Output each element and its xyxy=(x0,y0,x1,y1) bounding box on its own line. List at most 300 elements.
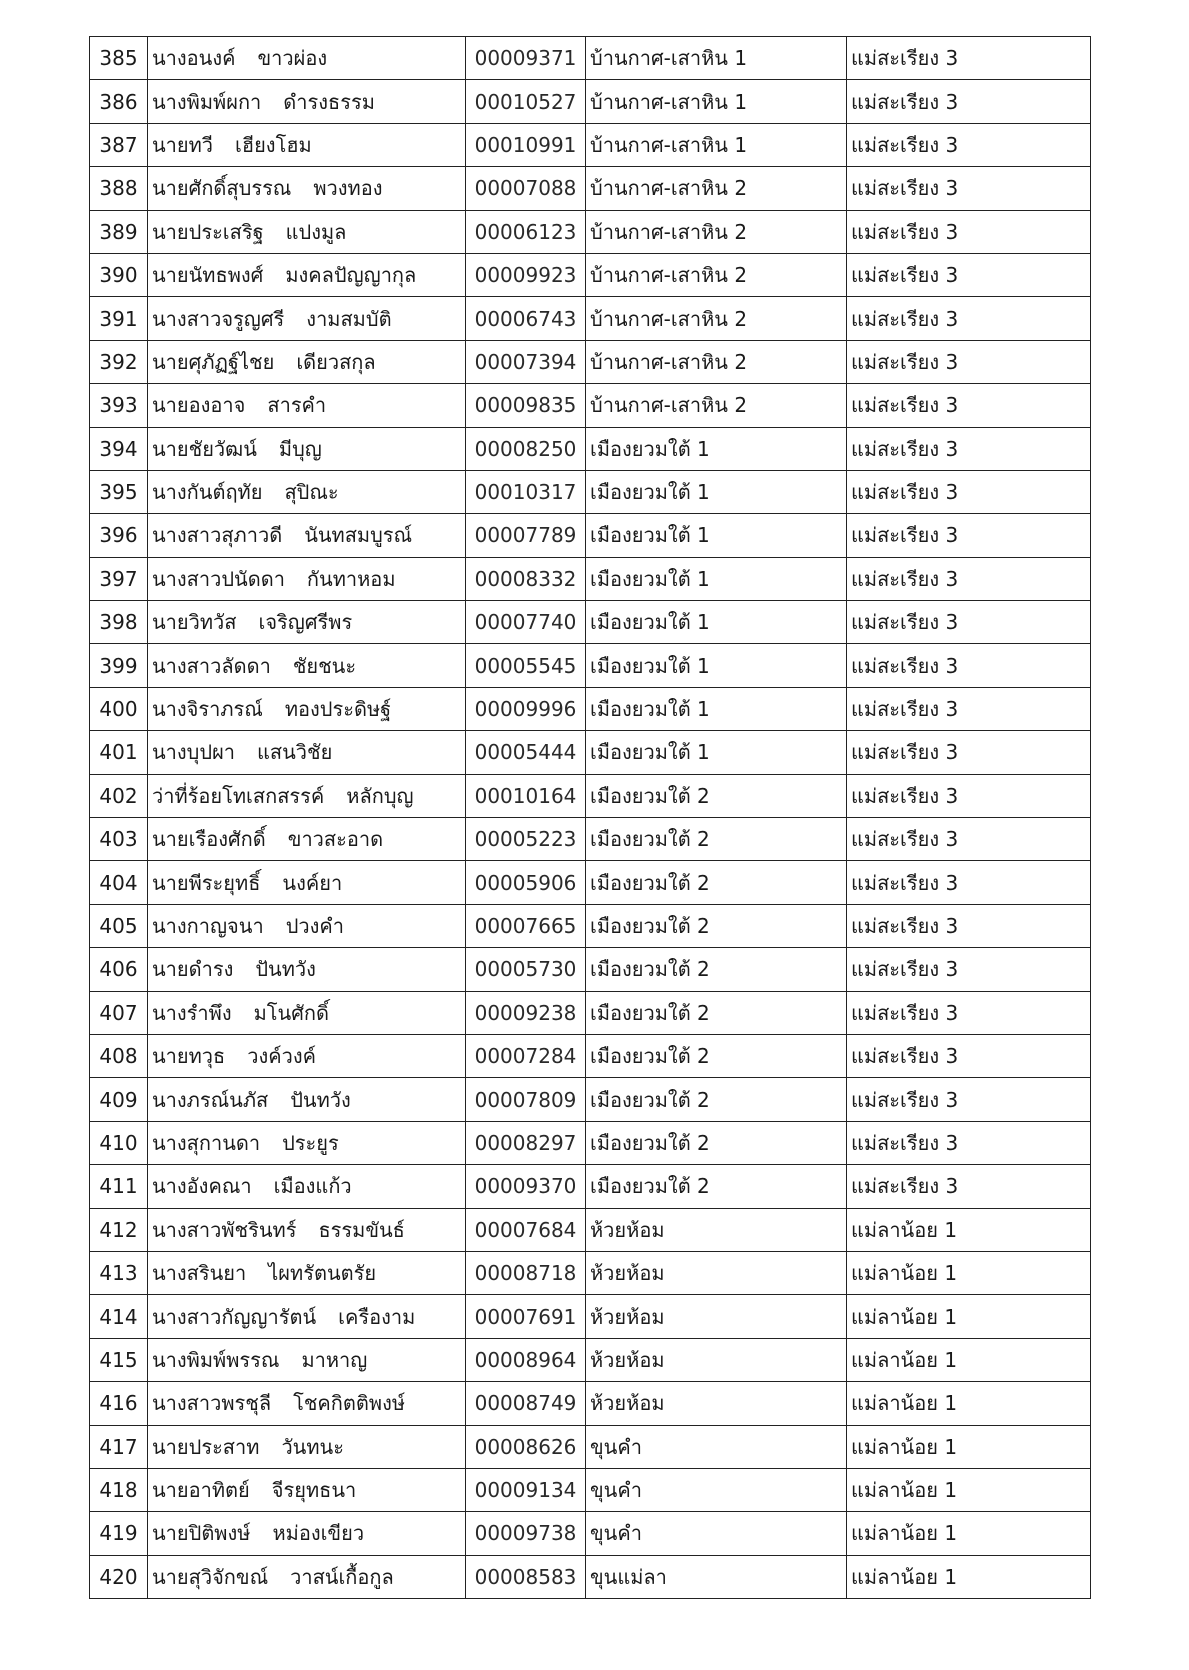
last-name: วาสน์เกื้อกูล xyxy=(290,1564,394,1589)
member-id: 00009134 xyxy=(466,1468,586,1511)
member-id: 00009835 xyxy=(466,384,586,427)
area-name: แม่สะเรียง 3 xyxy=(847,123,1091,166)
unit-name: ห้วยห้อม xyxy=(586,1338,847,1381)
first-name: กัญญารัตน์ xyxy=(221,1304,317,1329)
last-name: กันทาหอม xyxy=(306,566,396,591)
row-number: 418 xyxy=(90,1468,148,1511)
name-title: นาย xyxy=(152,263,189,288)
unit-name: บ้านกาศ-เสาหิน 2 xyxy=(586,384,847,427)
last-name: จีรยุทธนา xyxy=(271,1478,357,1503)
row-number: 386 xyxy=(90,80,148,123)
table-row xyxy=(90,37,1091,80)
table-row xyxy=(90,427,1091,470)
unit-name: ห้วยห้อม xyxy=(586,1208,847,1251)
row-number: 397 xyxy=(90,557,148,600)
unit-name: เมืองยวมใต้ 2 xyxy=(586,991,847,1034)
area-name: แม่สะเรียง 3 xyxy=(847,601,1091,644)
row-number: 401 xyxy=(90,731,148,774)
member-id: 00007789 xyxy=(466,514,586,557)
unit-name: เมืองยวมใต้ 2 xyxy=(586,1165,847,1208)
first-name: องอาจ xyxy=(188,393,246,418)
table-row xyxy=(90,1338,1091,1381)
last-name: ธรรมขันธ์ xyxy=(318,1217,405,1242)
table-row xyxy=(90,1468,1091,1511)
person-name xyxy=(148,80,466,123)
last-name: เมืองแก้ว xyxy=(273,1174,352,1199)
name-title: นางสาว xyxy=(152,523,222,548)
table-row xyxy=(90,774,1091,817)
row-number: 402 xyxy=(90,774,148,817)
area-name: แม่ลาน้อย 1 xyxy=(847,1338,1091,1381)
member-id: 00010317 xyxy=(466,470,586,513)
member-id: 00006123 xyxy=(466,210,586,253)
name-title: นางสาว xyxy=(152,1391,222,1416)
table-row xyxy=(90,384,1091,427)
name-title: ว่าที่ร้อยโท xyxy=(152,783,247,808)
area-name: แม่สะเรียง 3 xyxy=(847,557,1091,600)
name-title: นาง xyxy=(152,914,187,938)
person-name xyxy=(148,1555,466,1598)
area-name: แม่ลาน้อย 1 xyxy=(847,1251,1091,1294)
row-number: 390 xyxy=(90,253,148,296)
area-name: แม่สะเรียง 3 xyxy=(847,1078,1091,1121)
table-row xyxy=(90,1208,1091,1251)
name-title: นาง xyxy=(152,1261,187,1286)
unit-name: เมืองยวมใต้ 1 xyxy=(586,731,847,774)
member-id: 00007691 xyxy=(466,1295,586,1338)
member-id: 00009923 xyxy=(466,253,586,296)
first-name: วิทวัส xyxy=(188,610,237,635)
unit-name: บ้านกาศ-เสาหิน 2 xyxy=(586,210,847,253)
row-number: 394 xyxy=(90,427,148,470)
person-name xyxy=(148,1425,466,1468)
table-row xyxy=(90,687,1091,730)
member-id: 00009738 xyxy=(466,1512,586,1555)
unit-name: เมืองยวมใต้ 2 xyxy=(586,1078,847,1121)
member-id: 00006743 xyxy=(466,297,586,340)
last-name: แปงมูล xyxy=(285,219,347,244)
person-name xyxy=(148,1382,466,1425)
person-name xyxy=(148,427,466,470)
last-name: นันทสมบูรณ์ xyxy=(304,523,413,548)
row-number: 404 xyxy=(90,861,148,904)
area-name: แม่ลาน้อย 1 xyxy=(847,1382,1091,1425)
unit-name: ขุนคำ xyxy=(586,1468,847,1511)
first-name: จรูญศรี xyxy=(221,306,285,331)
member-id: 00005906 xyxy=(466,861,586,904)
last-name: ดำรงธรรม xyxy=(283,89,375,114)
last-name: ชัยชนะ xyxy=(292,653,357,678)
name-title: นาย xyxy=(152,870,189,895)
area-name: แม่ลาน้อย 1 xyxy=(847,1208,1091,1251)
row-number: 408 xyxy=(90,1034,148,1077)
name-title: นาย xyxy=(152,176,189,201)
member-id: 00005223 xyxy=(466,818,586,861)
last-name: มโนศักดิ์ xyxy=(253,1000,329,1025)
first-name: พีระยุทธิ์ xyxy=(188,870,261,895)
first-name: สุวิจักขณ์ xyxy=(188,1564,269,1589)
member-id: 00010164 xyxy=(466,774,586,817)
area-name: แม่สะเรียง 3 xyxy=(847,167,1091,210)
unit-name: เมืองยวมใต้ 2 xyxy=(586,774,847,817)
name-title: นางสาว xyxy=(152,306,222,331)
table-row xyxy=(90,1078,1091,1121)
member-id: 00009371 xyxy=(466,37,586,80)
member-id: 00009238 xyxy=(466,991,586,1034)
person-name xyxy=(148,167,466,210)
unit-name: ขุนคำ xyxy=(586,1512,847,1555)
table-row xyxy=(90,948,1091,991)
unit-name: ขุนแม่ลา xyxy=(586,1555,847,1598)
last-name: ขาวผ่อง xyxy=(257,46,328,71)
person-name xyxy=(148,818,466,861)
person-name xyxy=(148,601,466,644)
unit-name: เมืองยวมใต้ 2 xyxy=(586,1034,847,1077)
last-name: มงคลปัญญากุล xyxy=(285,263,417,288)
last-name: หม่องเขียว xyxy=(272,1521,365,1546)
unit-name: ห้วยห้อม xyxy=(586,1295,847,1338)
person-name xyxy=(148,991,466,1034)
member-id: 00007740 xyxy=(466,601,586,644)
unit-name: ห้วยห้อม xyxy=(586,1251,847,1294)
member-id: 00007809 xyxy=(466,1078,586,1121)
unit-name: เมืองยวมใต้ 1 xyxy=(586,687,847,730)
person-name xyxy=(148,1251,466,1294)
first-name: พิมพ์ผกา xyxy=(186,89,262,114)
table-row xyxy=(90,1165,1091,1208)
area-name: แม่สะเรียง 3 xyxy=(847,253,1091,296)
name-title: นาง xyxy=(152,480,187,505)
first-name: กันต์ฤทัย xyxy=(186,480,263,505)
last-name: สารคำ xyxy=(267,393,327,418)
table-row xyxy=(90,644,1091,687)
first-name: ปิติพงษ์ xyxy=(188,1521,251,1546)
table-row xyxy=(90,297,1091,340)
first-name: จิราภรณ์ xyxy=(186,697,263,722)
table-row xyxy=(90,818,1091,861)
person-name xyxy=(148,123,466,166)
last-name: นงค์ยา xyxy=(282,870,343,895)
row-number: 406 xyxy=(90,948,148,991)
area-name: แม่สะเรียง 3 xyxy=(847,991,1091,1034)
last-name: งามสมบัติ xyxy=(306,306,392,331)
person-name xyxy=(148,644,466,687)
name-title: นาง xyxy=(152,1087,187,1112)
row-number: 387 xyxy=(90,123,148,166)
member-id: 00008718 xyxy=(466,1251,586,1294)
unit-name: บ้านกาศ-เสาหิน 2 xyxy=(586,340,847,383)
name-title: นาง xyxy=(152,1000,187,1025)
table-row xyxy=(90,1555,1091,1598)
area-name: แม่สะเรียง 3 xyxy=(847,818,1091,861)
name-title: นาย xyxy=(152,1521,189,1546)
first-name: เรืองศักดิ์ xyxy=(188,827,266,852)
unit-name: เมืองยวมใต้ 1 xyxy=(586,514,847,557)
last-name: เดียวสกุล xyxy=(296,349,376,374)
area-name: แม่สะเรียง 3 xyxy=(847,514,1091,557)
roster-table xyxy=(89,36,1091,1599)
first-name: กาญจนา xyxy=(186,914,264,938)
person-name xyxy=(148,557,466,600)
row-number: 395 xyxy=(90,470,148,513)
last-name: มาหาญ xyxy=(301,1347,368,1372)
unit-name: เมืองยวมใต้ 1 xyxy=(586,470,847,513)
name-title: นางสาว xyxy=(152,653,222,678)
row-number: 396 xyxy=(90,514,148,557)
name-title: นาย xyxy=(152,1044,189,1069)
first-name: รำพึง xyxy=(186,1000,232,1025)
row-number: 391 xyxy=(90,297,148,340)
last-name: เครืองาม xyxy=(338,1304,416,1329)
first-name: ประสาท xyxy=(188,1434,260,1459)
unit-name: บ้านกาศ-เสาหิน 1 xyxy=(586,80,847,123)
table-row xyxy=(90,1512,1091,1555)
roster-sheet xyxy=(89,36,1090,1599)
unit-name: เมืองยวมใต้ 1 xyxy=(586,601,847,644)
area-name: แม่สะเรียง 3 xyxy=(847,644,1091,687)
row-number: 407 xyxy=(90,991,148,1034)
unit-name: เมืองยวมใต้ 2 xyxy=(586,948,847,991)
member-id: 00009996 xyxy=(466,687,586,730)
member-id: 00007684 xyxy=(466,1208,586,1251)
member-id: 00007284 xyxy=(466,1034,586,1077)
table-row xyxy=(90,1251,1091,1294)
name-title: นาย xyxy=(152,393,189,418)
person-name xyxy=(148,774,466,817)
person-name xyxy=(148,948,466,991)
table-row xyxy=(90,601,1091,644)
member-id: 00008297 xyxy=(466,1121,586,1164)
row-number: 416 xyxy=(90,1382,148,1425)
person-name xyxy=(148,253,466,296)
first-name: สุกานดา xyxy=(186,1130,261,1155)
first-name: สรินยา xyxy=(186,1261,247,1286)
name-title: นาย xyxy=(152,827,189,852)
row-number: 410 xyxy=(90,1121,148,1164)
first-name: ศุภัฏฐ์ไชย xyxy=(188,349,275,374)
area-name: แม่สะเรียง 3 xyxy=(847,687,1091,730)
area-name: แม่ลาน้อย 1 xyxy=(847,1425,1091,1468)
row-number: 411 xyxy=(90,1165,148,1208)
last-name: ปันทวัง xyxy=(255,957,316,982)
member-id: 00007394 xyxy=(466,340,586,383)
row-number: 417 xyxy=(90,1425,148,1468)
row-number: 409 xyxy=(90,1078,148,1121)
area-name: แม่สะเรียง 3 xyxy=(847,80,1091,123)
person-name xyxy=(148,514,466,557)
first-name: ศักดิ์สุบรรณ xyxy=(188,176,292,201)
name-title: นาง xyxy=(152,1174,187,1199)
unit-name: ขุนคำ xyxy=(586,1425,847,1468)
table-row xyxy=(90,1295,1091,1338)
member-id: 00005730 xyxy=(466,948,586,991)
row-number: 400 xyxy=(90,687,148,730)
person-name xyxy=(148,340,466,383)
person-name xyxy=(148,1512,466,1555)
first-name: ปนัดดา xyxy=(221,566,285,591)
person-name xyxy=(148,904,466,947)
table-row xyxy=(90,1382,1091,1425)
row-number: 414 xyxy=(90,1295,148,1338)
person-name xyxy=(148,861,466,904)
person-name xyxy=(148,1165,466,1208)
table-row xyxy=(90,167,1091,210)
area-name: แม่สะเรียง 3 xyxy=(847,210,1091,253)
first-name: อาทิตย์ xyxy=(188,1478,250,1503)
last-name: ไผทรัตนตรัย xyxy=(268,1261,377,1286)
person-name xyxy=(148,297,466,340)
table-row xyxy=(90,210,1091,253)
first-name: ดำรง xyxy=(188,957,234,982)
unit-name: บ้านกาศ-เสาหิน 1 xyxy=(586,37,847,80)
member-id: 00008583 xyxy=(466,1555,586,1598)
name-title: นาย xyxy=(152,957,189,982)
table-row xyxy=(90,991,1091,1034)
first-name: ชัยวัฒน์ xyxy=(188,436,257,461)
first-name: พรชุลี xyxy=(221,1391,272,1416)
unit-name: บ้านกาศ-เสาหิน 2 xyxy=(586,253,847,296)
area-name: แม่สะเรียง 3 xyxy=(847,1165,1091,1208)
first-name: นัทธพงศ์ xyxy=(188,263,264,288)
person-name xyxy=(148,470,466,513)
area-name: แม่สะเรียง 3 xyxy=(847,1034,1091,1077)
person-name xyxy=(148,1121,466,1164)
name-title: นาย xyxy=(152,1434,189,1459)
row-number: 385 xyxy=(90,37,148,80)
table-row xyxy=(90,861,1091,904)
unit-name: เมืองยวมใต้ 1 xyxy=(586,557,847,600)
unit-name: บ้านกาศ-เสาหิน 2 xyxy=(586,167,847,210)
unit-name: เมืองยวมใต้ 1 xyxy=(586,427,847,470)
person-name xyxy=(148,1338,466,1381)
member-id: 00010991 xyxy=(466,123,586,166)
table-row xyxy=(90,340,1091,383)
row-number: 398 xyxy=(90,601,148,644)
last-name: โชคกิตติพงษ์ xyxy=(293,1391,406,1416)
row-number: 403 xyxy=(90,818,148,861)
member-id: 00008626 xyxy=(466,1425,586,1468)
unit-name: ห้วยห้อม xyxy=(586,1382,847,1425)
name-title: นาย xyxy=(152,219,189,244)
first-name: ลัดดา xyxy=(221,653,271,678)
row-number: 420 xyxy=(90,1555,148,1598)
table-row xyxy=(90,731,1091,774)
first-name: พิมพ์พรรณ xyxy=(186,1347,280,1372)
last-name: วงค์วงค์ xyxy=(247,1044,316,1069)
unit-name: เมืองยวมใต้ 2 xyxy=(586,904,847,947)
unit-name: เมืองยวมใต้ 2 xyxy=(586,818,847,861)
first-name: อนงค์ xyxy=(186,46,236,71)
first-name: เสกสรรค์ xyxy=(246,783,325,808)
name-title: นางสาว xyxy=(152,1304,222,1329)
row-number: 389 xyxy=(90,210,148,253)
last-name: ปวงคำ xyxy=(285,914,344,938)
name-title: นางสาว xyxy=(152,1217,222,1242)
unit-name: เมืองยวมใต้ 2 xyxy=(586,861,847,904)
first-name: อังคณา xyxy=(186,1174,252,1199)
member-id: 00010527 xyxy=(466,80,586,123)
table-row xyxy=(90,1425,1091,1468)
row-number: 405 xyxy=(90,904,148,947)
person-name xyxy=(148,1078,466,1121)
last-name: หลักบุญ xyxy=(346,783,414,808)
roster-body xyxy=(90,37,1091,1599)
row-number: 415 xyxy=(90,1338,148,1381)
name-title: นาย xyxy=(152,1478,189,1503)
person-name xyxy=(148,687,466,730)
first-name: ทวี xyxy=(188,132,214,157)
table-row xyxy=(90,904,1091,947)
row-number: 419 xyxy=(90,1512,148,1555)
row-number: 392 xyxy=(90,340,148,383)
area-name: แม่สะเรียง 3 xyxy=(847,37,1091,80)
person-name xyxy=(148,1468,466,1511)
member-id: 00007088 xyxy=(466,167,586,210)
last-name: ทองประดิษฐ์ xyxy=(284,697,392,722)
name-title: นาง xyxy=(152,740,187,765)
member-id: 00005444 xyxy=(466,731,586,774)
member-id: 00008250 xyxy=(466,427,586,470)
area-name: แม่ลาน้อย 1 xyxy=(847,1468,1091,1511)
person-name xyxy=(148,384,466,427)
table-row xyxy=(90,1121,1091,1164)
first-name: ประเสริฐ xyxy=(188,219,264,244)
area-name: แม่สะเรียง 3 xyxy=(847,731,1091,774)
area-name: แม่สะเรียง 3 xyxy=(847,427,1091,470)
area-name: แม่สะเรียง 3 xyxy=(847,297,1091,340)
last-name: สุปิณะ xyxy=(284,480,339,505)
row-number: 393 xyxy=(90,384,148,427)
table-row xyxy=(90,1034,1091,1077)
table-row xyxy=(90,557,1091,600)
area-name: แม่ลาน้อย 1 xyxy=(847,1295,1091,1338)
last-name: ปันทวัง xyxy=(290,1087,351,1112)
unit-name: บ้านกาศ-เสาหิน 1 xyxy=(586,123,847,166)
member-id: 00009370 xyxy=(466,1165,586,1208)
row-number: 413 xyxy=(90,1251,148,1294)
last-name: พวงทอง xyxy=(313,176,383,201)
person-name xyxy=(148,1208,466,1251)
area-name: แม่สะเรียง 3 xyxy=(847,384,1091,427)
name-title: นาง xyxy=(152,89,187,114)
person-name xyxy=(148,731,466,774)
area-name: แม่ลาน้อย 1 xyxy=(847,1512,1091,1555)
name-title: นาง xyxy=(152,1130,187,1155)
table-row xyxy=(90,514,1091,557)
member-id: 00007665 xyxy=(466,904,586,947)
member-id: 00008332 xyxy=(466,557,586,600)
last-name: มีบุญ xyxy=(278,436,322,461)
area-name: แม่สะเรียง 3 xyxy=(847,470,1091,513)
first-name: ภรณ์นภัส xyxy=(186,1087,269,1112)
name-title: นางสาว xyxy=(152,566,222,591)
last-name: ขาวสะอาด xyxy=(287,827,384,852)
name-title: นาย xyxy=(152,436,189,461)
unit-name: บ้านกาศ-เสาหิน 2 xyxy=(586,297,847,340)
name-title: นาง xyxy=(152,697,187,722)
area-name: แม่สะเรียง 3 xyxy=(847,1121,1091,1164)
person-name xyxy=(148,210,466,253)
person-name xyxy=(148,37,466,80)
area-name: แม่ลาน้อย 1 xyxy=(847,1555,1091,1598)
table-row xyxy=(90,80,1091,123)
first-name: ทวุธ xyxy=(188,1044,226,1069)
name-title: นาย xyxy=(152,132,189,157)
area-name: แม่สะเรียง 3 xyxy=(847,774,1091,817)
row-number: 399 xyxy=(90,644,148,687)
last-name: เจริญศรีพร xyxy=(258,610,353,635)
table-row xyxy=(90,470,1091,513)
